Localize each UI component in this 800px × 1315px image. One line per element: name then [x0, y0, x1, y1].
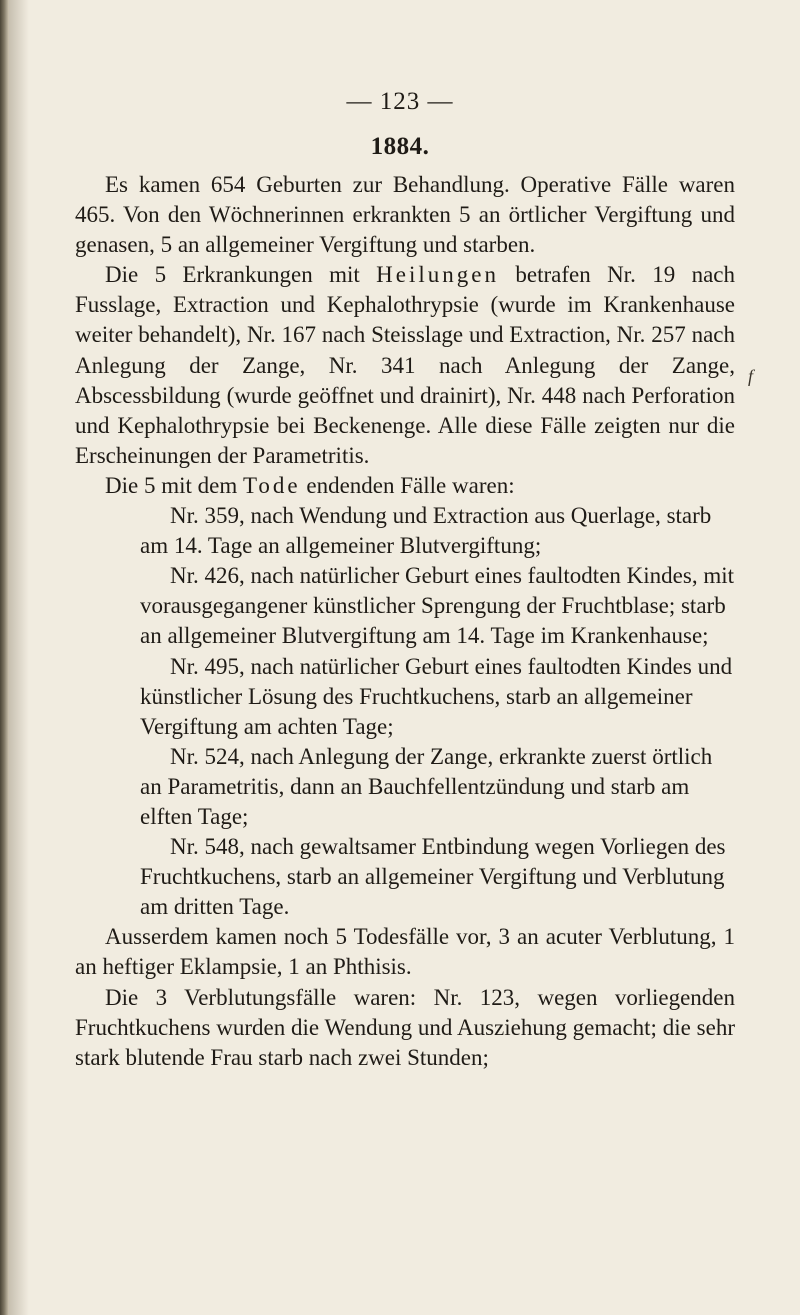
recoveries-emphasis: Heilungen: [376, 262, 499, 288]
body-text: [75, 170, 735, 1073]
deaths-intro-after: endenden Fälle waren:: [300, 472, 515, 498]
paragraph-births: Es kamen 654 Geburten zur Behandlung. Operative Fälle waren 465. Von den Wöchnerinnen erkrankten 5 an örtlicher Vergiftung und genasen, 5 an allgemeiner Vergiftung und starben.: [75, 172, 735, 258]
deaths-emphasis: Tode: [242, 472, 301, 498]
paragraph-recoveries: [75, 260, 735, 471]
case-entry: Nr. 495, nach natürlicher Geburt eines faultodten Kindes und künstlicher Lösung des Fruchtkuchens, starb an allgemeiner Vergiftung am achten Tage;: [140, 653, 733, 739]
gutter-shadow: [9, 0, 29, 1315]
year-heading: 1884.: [370, 133, 430, 160]
paragraph-other-deaths: Ausserdem kamen noch 5 Todesfälle vor, 3 an acuter Verblutung, 1 an heftiger Eklampsie, 1 an Phthisis.: [75, 924, 735, 980]
case-entry: Nr. 426, nach natürlicher Geburt eines faultodten Kindes, mit vorausgegangener künstlicher Sprengung der Fruchtblase; starb an allgemeiner Blutvergiftung am 14. Tage im Krankenhause;: [140, 563, 734, 649]
recoveries-details: betrafen Nr. 19 nach Fusslage, Extraction und Kephalothrypsie (wurde im Krankenhause weiter behandelt), Nr. 167 nach Steisslage und Extraction, Nr. 257 nach Anlegung der Zange, Nr. 341 nach Anlegung der Zange, Abscessbildung (wurde geöffnet und drainirt), Nr. 448 nach Perforation und Kephalothrypsie bei Beckenenge. Alle diese Fälle zeigten nur die Erscheinungen der Parametritis.: [75, 262, 735, 468]
case-entry: Nr. 524, nach Anlegung der Zange, erkrankte zuerst örtlich an Parametritis, dann an Bauchfellentzündung und starb am elften Tage;: [140, 743, 713, 829]
paragraph-hemorrhage-cases: Die 3 Verblutungsfälle waren: Nr. 123, wegen vorliegenden Fruchtkuchens wurden die Wendung und Ausziehung gemacht; die sehr stark blutende Frau starb nach zwei Stunden;: [75, 984, 735, 1070]
page-number: — 123 —: [346, 88, 454, 115]
page-binding-edge: [0, 0, 9, 1315]
recoveries-intro: Die 5 Erkrankungen mit: [105, 262, 377, 288]
case-entry: Nr. 359, nach Wendung und Extraction aus Querlage, starb am 14. Tage an allgemeiner Blutvergiftung;: [140, 503, 712, 559]
margin-mark: f: [748, 366, 754, 386]
case-entry: Nr. 548, nach gewaltsamer Entbindung wegen Vorliegen des Fruchtkuchens, starb an allgemeiner Vergiftung und Verblutung am dritten Tage.: [140, 834, 726, 920]
deaths-intro-before: Die 5 mit dem: [105, 472, 243, 498]
paragraph-deaths-intro: [75, 471, 735, 501]
